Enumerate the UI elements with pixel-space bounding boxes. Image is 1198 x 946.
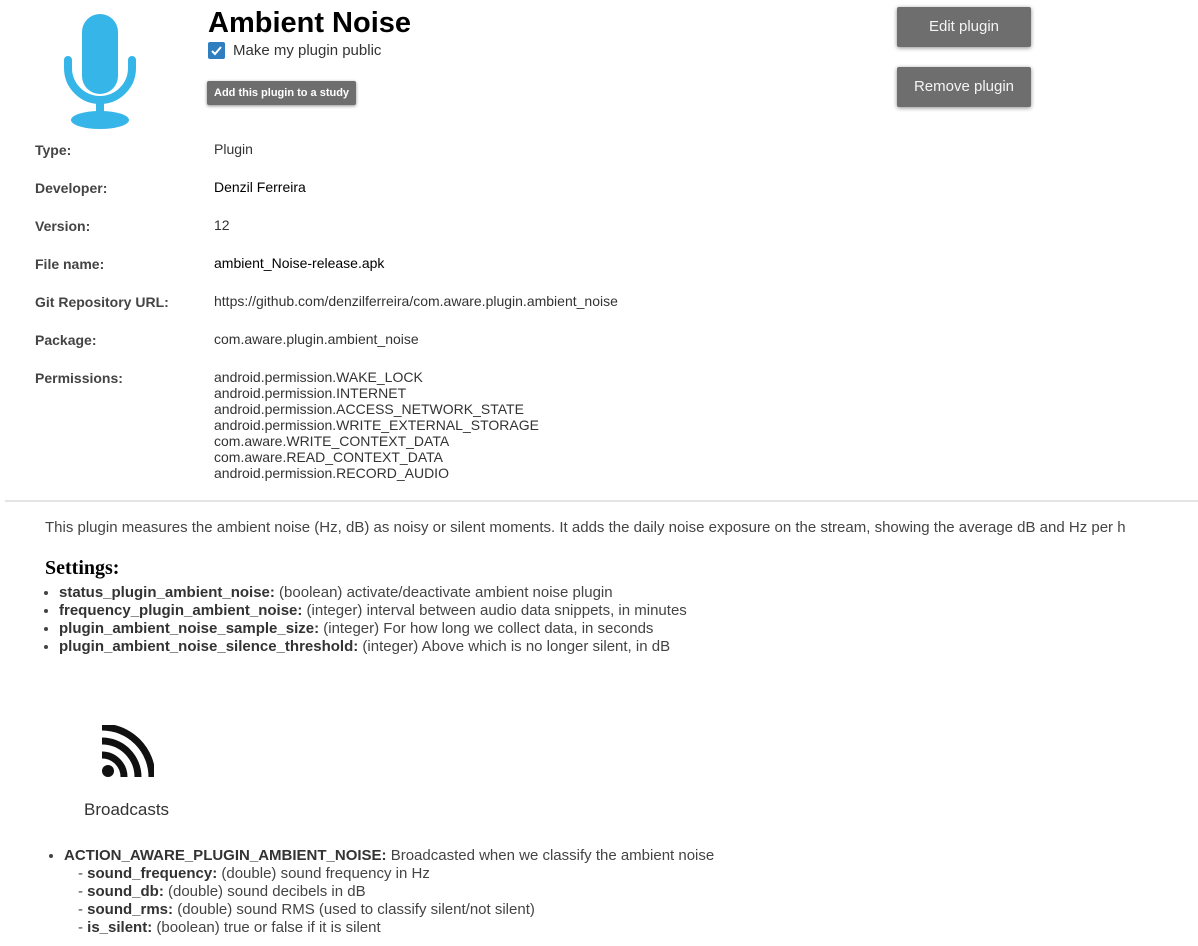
developer-label: Developer: (35, 180, 108, 196)
broadcast-action-desc: Broadcasted when we classify the ambient noise (386, 847, 715, 864)
make-public-checkbox[interactable] (208, 42, 225, 59)
section-divider (5, 500, 1198, 502)
remove-plugin-button[interactable]: Remove plugin (897, 67, 1031, 107)
version-value: 12 (214, 217, 230, 233)
permission-item: com.aware.WRITE_CONTEXT_DATA (214, 433, 450, 449)
setting-item (59, 602, 687, 620)
permission-item: android.permission.WAKE_LOCK (214, 369, 423, 385)
setting-item (59, 584, 687, 602)
setting-name: status_plugin_ambient_noise: (59, 584, 275, 601)
setting-desc: (integer) interval between audio data snippets, in minutes (302, 602, 687, 619)
setting-name: frequency_plugin_ambient_noise: (59, 602, 303, 619)
permission-item: android.permission.INTERNET (214, 385, 407, 401)
extra-desc: (boolean) true or false if it is silent (152, 919, 381, 936)
rss-icon (100, 725, 154, 779)
settings-heading: Settings: (45, 557, 120, 579)
setting-item (59, 620, 687, 638)
settings-list (59, 584, 687, 656)
package-label: Package: (35, 332, 97, 348)
plugin-description: This plugin measures the ambient noise (Hz, dB) as noisy or silent moments. It adds the daily noise exposure on the stream, showing the average dB and Hz per h (45, 519, 1126, 536)
version-label: Version: (35, 218, 91, 234)
add-to-study-button[interactable]: Add this plugin to a study (207, 81, 356, 105)
permissions-list (214, 369, 539, 481)
extra-name: sound_frequency: (87, 865, 218, 882)
extra-desc: (double) sound decibels in dB (163, 883, 366, 900)
checkmark-icon (210, 44, 223, 57)
broadcast-item (64, 847, 714, 937)
make-public-label: Make my plugin public (233, 42, 382, 59)
developer-value: Denzil Ferreira (214, 179, 306, 195)
extra-name: is_silent: (87, 919, 153, 936)
broadcast-extra (64, 865, 714, 883)
setting-name: plugin_ambient_noise_silence_threshold: (59, 638, 359, 655)
filename-label: File name: (35, 256, 105, 272)
broadcasts-label: Broadcasts (84, 800, 170, 819)
extra-dash: - (78, 865, 88, 882)
permissions-label: Permissions: (35, 370, 123, 386)
setting-desc: (integer) For how long we collect data, in seconds (319, 620, 654, 637)
permission-item: android.permission.WRITE_EXTERNAL_STORAGE (214, 417, 539, 433)
type-label: Type: (35, 142, 72, 158)
type-value: Plugin (214, 141, 253, 157)
permission-item: android.permission.RECORD_AUDIO (214, 465, 449, 481)
broadcast-action-name: ACTION_AWARE_PLUGIN_AMBIENT_NOISE: (64, 847, 387, 864)
permission-item: com.aware.READ_CONTEXT_DATA (214, 449, 443, 465)
extra-dash: - (78, 883, 88, 900)
microphone-icon (62, 14, 138, 132)
extra-dash: - (78, 919, 88, 936)
plugin-title: Ambient Noise (208, 7, 412, 39)
git-url-label: Git Repository URL: (35, 294, 169, 310)
setting-desc: (boolean) activate/deactivate ambient noise plugin (274, 584, 613, 601)
setting-item (59, 638, 687, 656)
make-public-row[interactable] (208, 42, 381, 59)
broadcast-extra (64, 901, 714, 919)
extra-desc: (double) sound RMS (used to classify silent/not silent) (173, 901, 535, 918)
broadcast-list (64, 847, 714, 937)
extra-desc: (double) sound frequency in Hz (217, 865, 430, 882)
broadcast-extra (64, 883, 714, 901)
extra-name: sound_db: (87, 883, 164, 900)
setting-desc: (integer) Above which is no longer silent, in dB (358, 638, 671, 655)
edit-plugin-button[interactable]: Edit plugin (897, 7, 1031, 47)
filename-value: ambient_Noise-release.apk (214, 255, 385, 271)
permission-item: android.permission.ACCESS_NETWORK_STATE (214, 401, 524, 417)
git-url-value: https://github.com/denzilferreira/com.aware.plugin.ambient_noise (214, 293, 618, 309)
setting-name: plugin_ambient_noise_sample_size: (59, 620, 320, 637)
broadcast-extra (64, 919, 714, 937)
extra-name: sound_rms: (87, 901, 174, 918)
package-value: com.aware.plugin.ambient_noise (214, 331, 419, 347)
extra-dash: - (78, 901, 88, 918)
